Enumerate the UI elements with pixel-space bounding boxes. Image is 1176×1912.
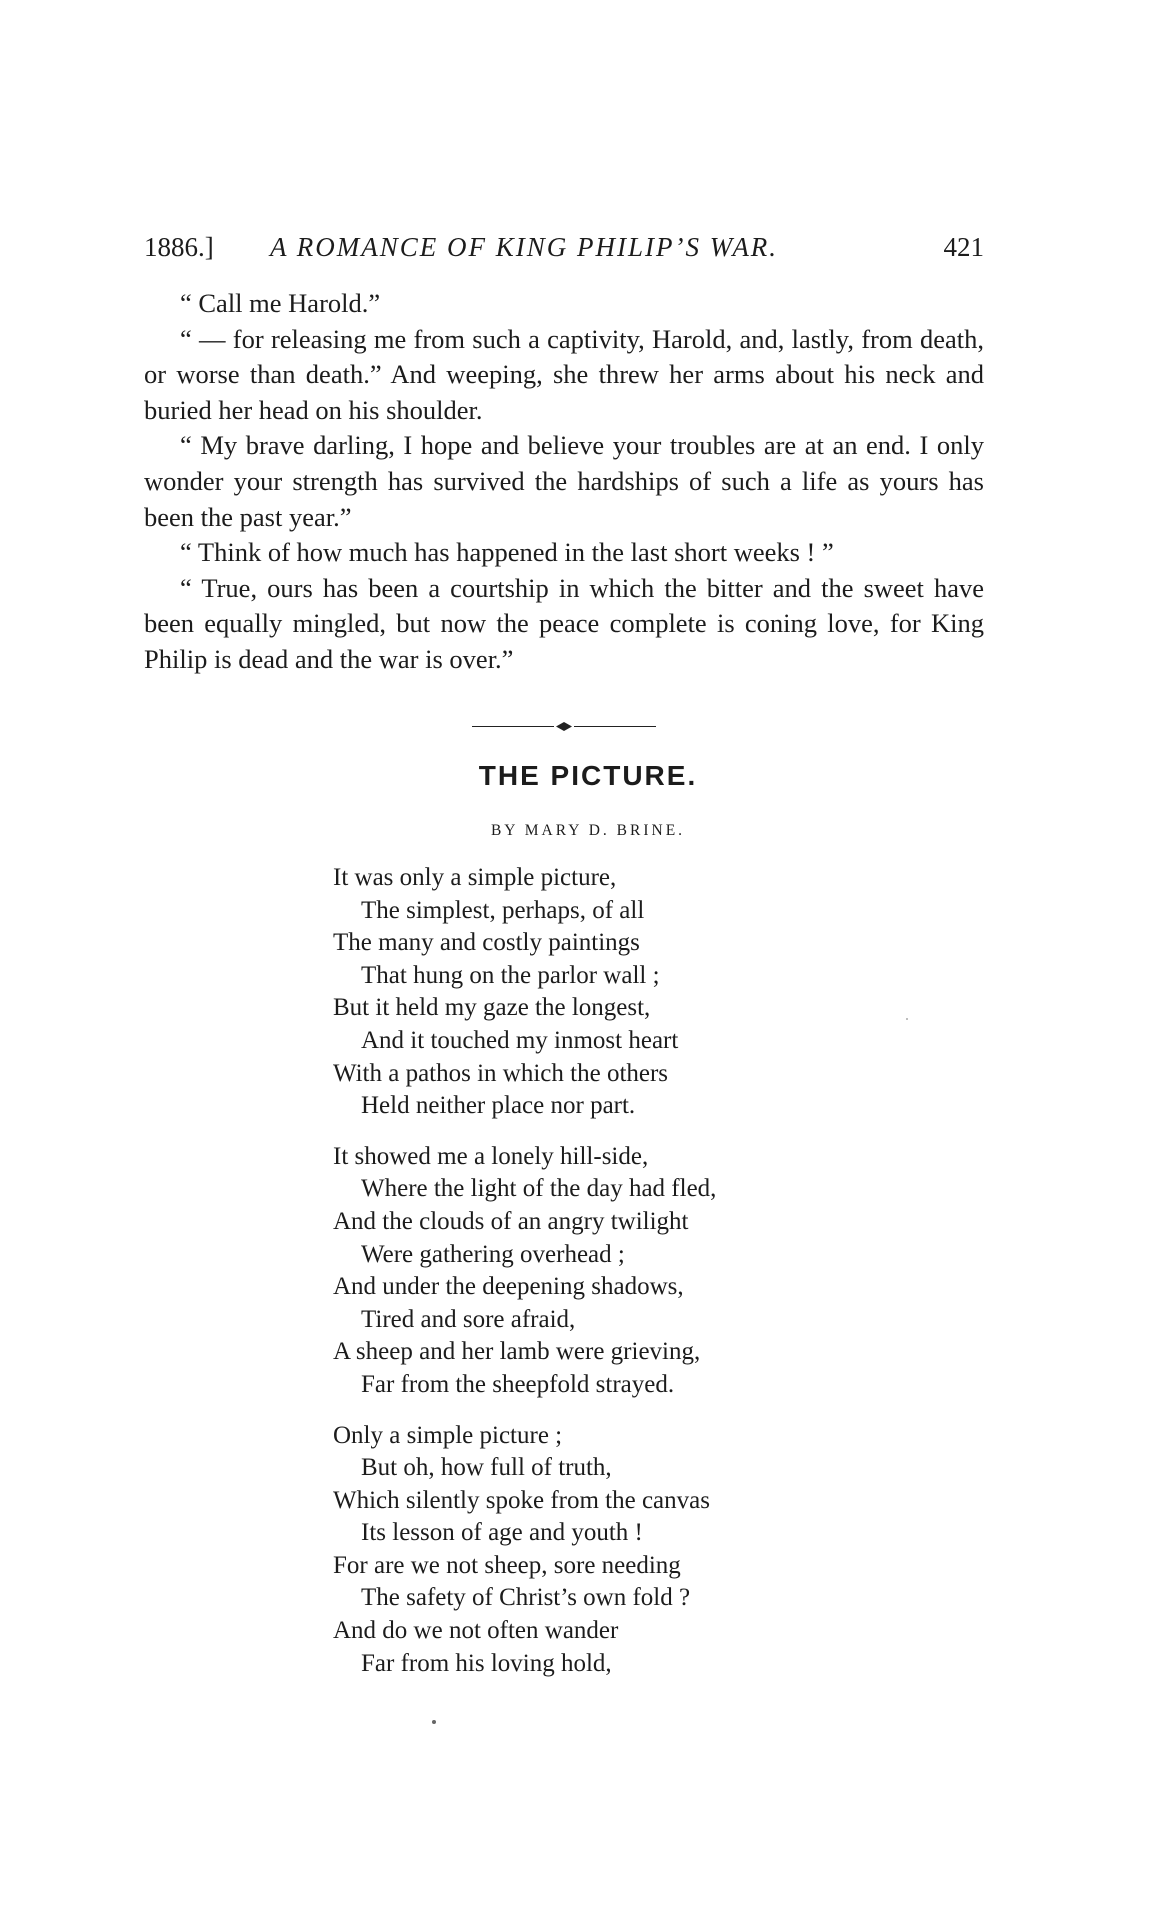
verse-line: Which silently spoke from the canvas	[333, 1486, 710, 1514]
ink-speck	[432, 1720, 436, 1724]
verse-line: The safety of Christ’s own fold ?	[361, 1584, 691, 1612]
page-number: 421	[943, 232, 984, 262]
header-running-title: A ROMANCE OF KING PHILIP’S WAR.	[270, 232, 779, 262]
verse-line: Where the light of the day had fled,	[361, 1175, 717, 1203]
verse-line: Were gathering overhead ;	[361, 1240, 625, 1268]
ink-speck	[906, 1018, 908, 1020]
verse-line: It was only a simple picture,	[333, 864, 617, 891]
paragraph: “ My brave darling, I hope and believe your troubles are at an end. I only wonder your strength has survived the hardships of such a life as yours has been the past year.”	[144, 430, 984, 532]
header-year: 1886.]	[144, 232, 214, 262]
verse-line: Far from the sheepfold strayed.	[361, 1370, 675, 1398]
verse-line: And under the deepening shadows,	[333, 1273, 684, 1301]
stanza	[333, 862, 716, 1123]
verse-line: For are we not sheep, sore needing	[333, 1551, 681, 1579]
verse-line: With a pathos in which the others	[333, 1059, 669, 1087]
verse-line: That hung on the parlor wall ;	[361, 961, 660, 989]
verse-line: And do we not often wander	[333, 1617, 619, 1645]
verse-line: Only a simple picture ;	[333, 1421, 563, 1449]
verse-line: It showed me a lonely hill-side,	[333, 1142, 649, 1170]
story-ending	[144, 286, 984, 678]
section-divider	[472, 722, 656, 732]
verse-line: But it held my gaze the longest,	[333, 994, 651, 1022]
poem-byline: BY MARY D. BRINE.	[490, 822, 686, 839]
verse-line: But oh, how full of truth,	[361, 1454, 612, 1482]
paragraph: “ Think of how much has happened in the last short weeks ! ”	[180, 537, 834, 568]
paragraph: “ — for releasing me from such a captivity, Harold, and, lastly, from death, or worse than death.” And weeping, she threw her arms about his neck and buried her head on his shoulder.	[144, 323, 984, 425]
poem-title: THE PICTURE.	[478, 760, 698, 791]
verse-line: Held neither place nor part.	[361, 1092, 636, 1120]
verse-line: The simplest, perhaps, of all	[361, 896, 645, 924]
divider-rule-left	[472, 726, 554, 727]
running-header	[144, 232, 984, 272]
verse-line: The many and costly paintings	[333, 929, 640, 957]
diamond-ornament-icon	[556, 722, 572, 731]
paragraph: “ Call me Harold.”	[180, 288, 381, 318]
verse-line: Far from his loving hold,	[361, 1649, 612, 1677]
stanza	[333, 1420, 716, 1681]
verse-line: And it touched my inmost heart	[361, 1026, 679, 1054]
verse-line: Tired and sore afraid,	[361, 1305, 576, 1333]
verse-line: Its lesson of age and youth !	[361, 1519, 643, 1547]
divider-rule-right	[574, 726, 656, 727]
verse-line: A sheep and her lamb were grieving,	[333, 1338, 701, 1366]
poem-body	[333, 862, 716, 1698]
verse-line: And the clouds of an angry twilight	[333, 1207, 689, 1235]
paragraph: “ True, ours has been a courtship in which the bitter and the sweet have been equally mingled, but now the peace complete is coning love, for King Philip is dead and the war is over.”	[144, 572, 984, 674]
stanza	[333, 1141, 716, 1402]
